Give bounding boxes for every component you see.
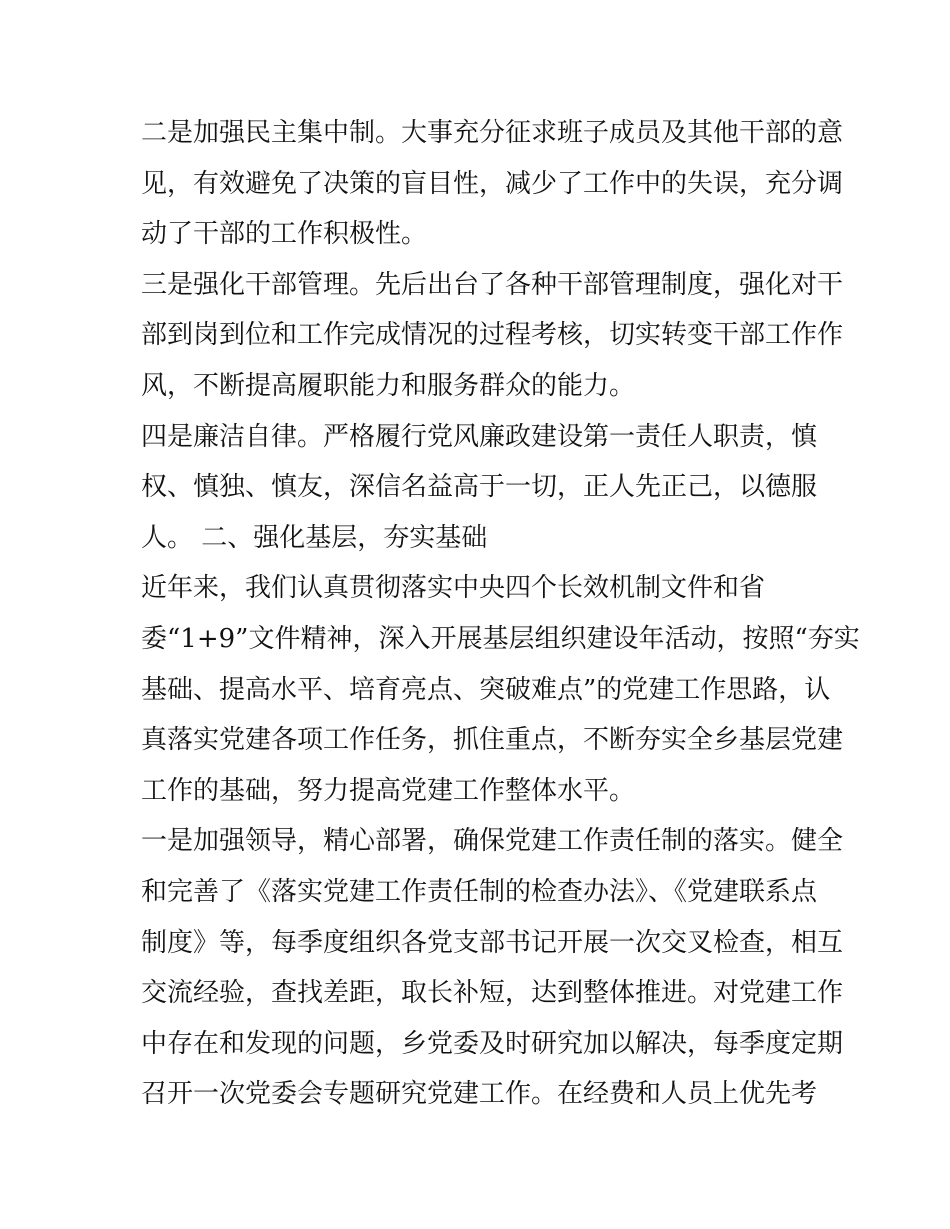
text-line: 委“1+9”文件精神，深入开展基层组织建设年活动，按照“夯实	[141, 623, 860, 654]
text-line: 见，有效避免了决策的盲目性，减少了工作中的失误，充分调	[141, 168, 844, 199]
text-line: 工作的基础，努力提高党建工作整体水平。	[141, 775, 636, 806]
text-line: 交流经验，查找差距，取长补短，达到整体推进。对党建工作	[141, 978, 844, 1009]
text-line: 风，不断提高履职能力和服务群众的能力。	[141, 370, 636, 401]
text-line: 四是廉洁自律。严格履行党风廉政建设第一责任人职责，慎	[141, 421, 818, 452]
section-heading-line: 人。 二、强化基层，夯实基础	[141, 522, 488, 553]
text-line: 一是加强领导，精心部署，确保党建工作责任制的落实。健全	[141, 826, 844, 857]
text-line: 真落实党建各项工作任务，抓住重点，不断夯实全乡基层党建	[141, 725, 844, 756]
text-line: 制度》等，每季度组织各党支部书记开展一次交叉检查，相互	[141, 927, 844, 958]
text-line: 和完善了《落实党建工作责任制的检查办法》、《党建联系点	[141, 876, 818, 907]
text-line: 动了干部的工作积极性。	[141, 219, 428, 250]
text-line: 中存在和发现的问题，乡党委及时研究加以解决，每季度定期	[141, 1028, 844, 1059]
text-line: 召开一次党委会专题研究党建工作。在经费和人员上优先考	[141, 1079, 818, 1110]
text-line: 三是强化干部管理。先后出台了各种干部管理制度，强化对干	[141, 269, 844, 300]
text-line: 部到岗到位和工作完成情况的过程考核，切实转变干部工作作	[141, 320, 844, 351]
text-line: 基础、提高水平、培育亮点、突破难点”的党建工作思路，认	[141, 674, 831, 705]
document-body	[141, 108, 860, 1120]
text-line: 近年来，我们认真贯彻落实中央四个长效机制文件和省	[141, 573, 766, 604]
text-line: 二是加强民主集中制。大事充分征求班子成员及其他干部的意	[141, 118, 844, 148]
text-line: 权、慎独、慎友，深信名益高于一切，正人先正己，以德服	[141, 472, 818, 503]
